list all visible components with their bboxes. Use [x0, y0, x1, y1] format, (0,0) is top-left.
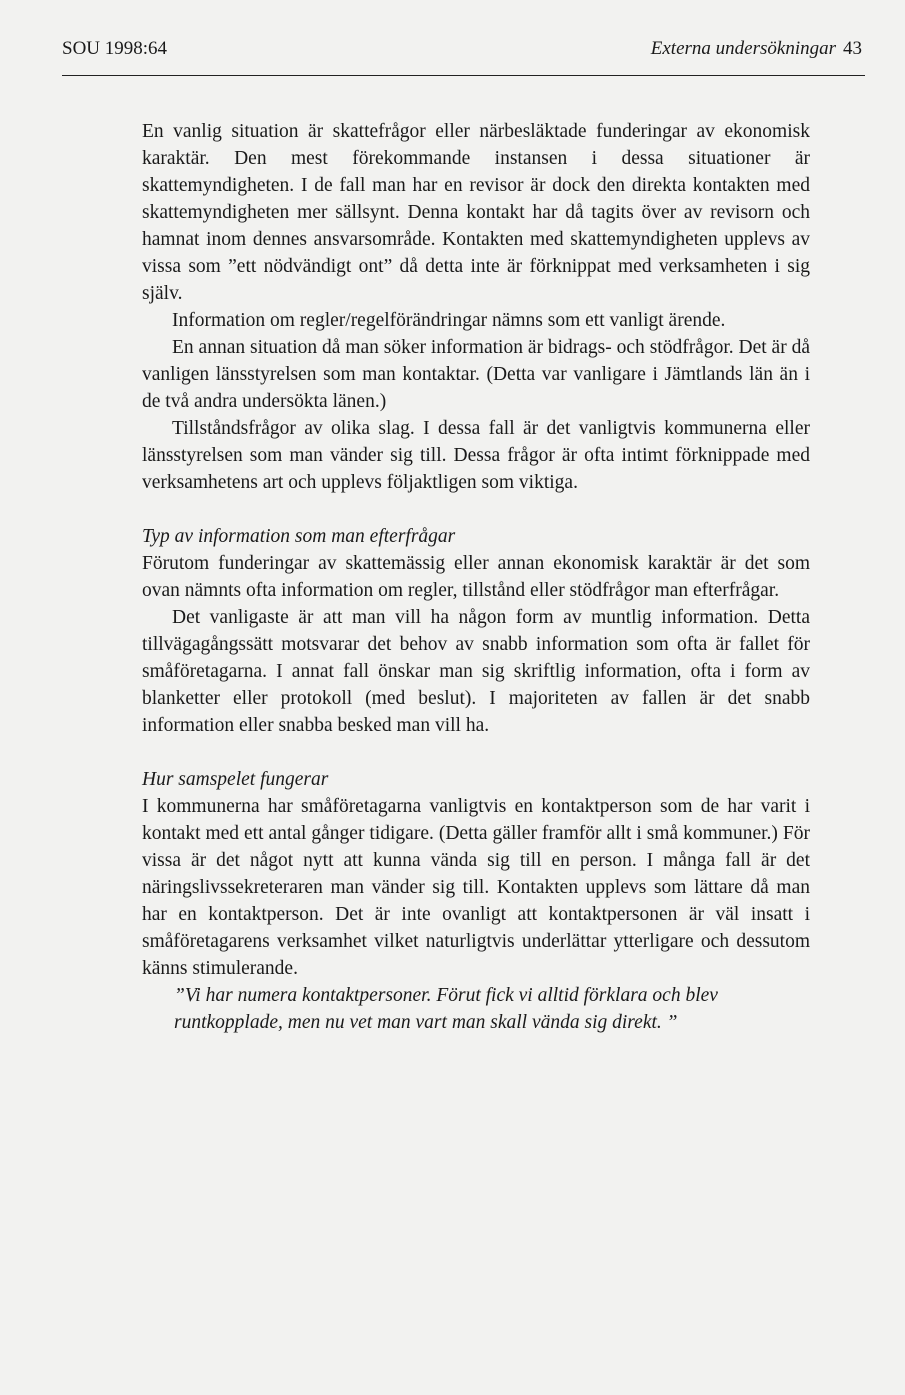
report-series: SOU 1998:64: [62, 38, 168, 59]
paragraph: I kommunerna har småföretagarna vanligtvis en kontaktperson som de har varit i kontakt med ett antal gånger tidigare. (Detta gäller framför allt i små kommuner.) För vissa är det något nytt att kunna vända sig till en person. I många fall är det näringslivssekreteraren man vänder sig till. Kontakten upplevs som lättare då man har en kontaktperson. Det är inte ovanligt att kontaktpersonen är väl insatt i småföretagarens verksamhet vilket naturligtvis underlättar ytterligare och dessutom känns stimulerande.: [142, 796, 810, 979]
section-heading: Hur samspelet fungerar: [142, 769, 329, 790]
paragraph: Information om regler/regelförändringar nämns som ett vanligt ärende.: [172, 310, 726, 331]
page-header: [62, 38, 862, 60]
section-heading: Typ av information som man efterfrågar: [142, 526, 456, 547]
section-title: Externa undersökningar: [650, 38, 836, 59]
header-rule: [62, 75, 865, 76]
body-text: [142, 118, 810, 1036]
paragraph: Det vanligaste är att man vill ha någon form av muntlig information. Detta tillvägagångssätt motsvarar det behov av snabb information som ofta är fallet för småföretagarna. I annat fall önskar man sig skriftlig information, ofta i form av blanketter eller protokoll (med beslut). I majoriteten av fallen är det snabb information eller snabba besked man vill ha.: [142, 607, 810, 736]
interview-quote: ”Vi har numera kontaktpersoner. Förut fick vi alltid förklara och blev runtkopplade, men nu vet man vart man skall vända sig direkt. ”: [174, 985, 718, 1033]
paragraph: En vanlig situation är skattefrågor eller närbesläktade funderingar av ekonomisk karaktär. Den mest förekommande instansen i dessa situationer är skattemyndigheten. I de fall man har en revisor är dock den direkta kontakten med skattemyndigheten mer sällsynt. Denna kontakt har då tagits över av revisorn och hamnat inom dennes ansvarsområde. Kontakten med skattemyndigheten upplevs av vissa som ”ett nödvändigt ont” då detta inte är förknippat med verksamheten i sig själv.: [142, 121, 810, 304]
page-number: 43: [843, 38, 862, 59]
paragraph: Förutom funderingar av skattemässig eller annan ekonomisk karaktär är det som ovan nämnts ofta information om regler, tillstånd eller stödfrågor man efterfrågar.: [142, 553, 810, 601]
paragraph: En annan situation då man söker information är bidrags- och stödfrågor. Det är då vanligen länsstyrelsen som man kontaktar. (Detta var vanligare i Jämtlands län än i de två andra undersökta länen.): [142, 337, 810, 412]
paragraph: Tillståndsfrågor av olika slag. I dessa fall är det vanligtvis kommunerna eller länsstyrelsen som man vänder sig till. Dessa frågor är ofta intimt förknippade med verksamhetens art och upplevs följaktligen som viktiga.: [142, 418, 810, 493]
running-title: [651, 38, 862, 60]
